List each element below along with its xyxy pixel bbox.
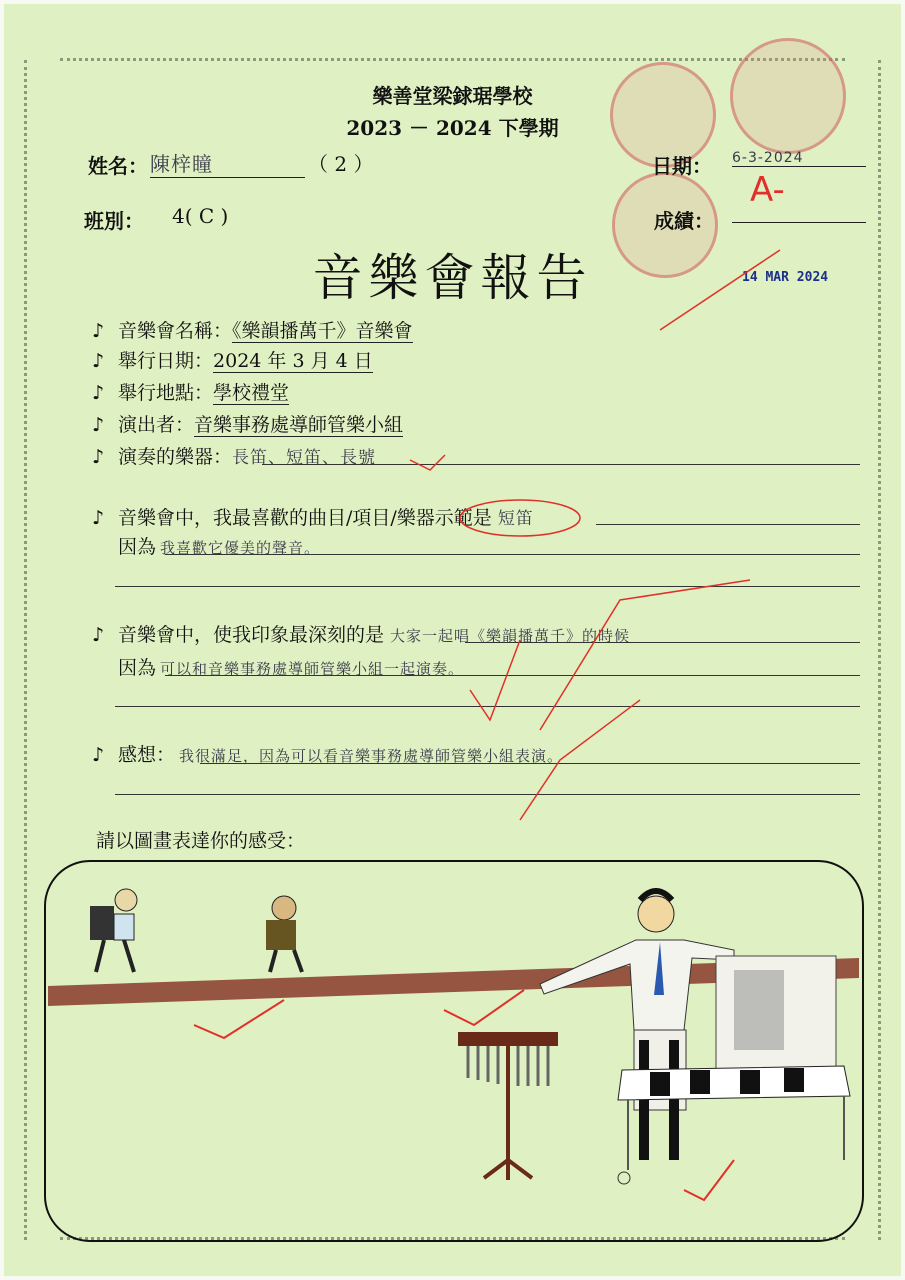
- student-drawing: [44, 860, 862, 1240]
- name-label: 姓名：: [88, 154, 148, 178]
- impression-reason[interactable]: 可以和音樂事務處導師管樂小組一起演奏。: [160, 660, 465, 678]
- date-field[interactable]: 6-3-2024: [732, 150, 866, 167]
- music-note-icon: ♪: [92, 744, 105, 766]
- student-number: （ 2 ）: [308, 152, 374, 176]
- performer-label: 演出者：: [118, 414, 195, 436]
- favourite-reason[interactable]: 我喜歡它優美的聲音。: [160, 539, 321, 557]
- concert-name-label: 音樂會名稱：: [118, 320, 233, 342]
- music-note-icon: ♪: [92, 350, 105, 372]
- report-title: 音樂會報告: [312, 249, 593, 307]
- school-name: 樂善堂梁銶琚學校: [372, 84, 533, 108]
- feeling-label: 感想：: [118, 744, 176, 766]
- class-field[interactable]: 4( C ): [172, 204, 229, 228]
- grade-mark: A-: [750, 170, 785, 210]
- impression-answer[interactable]: 大家一起唱《樂韻播萬千》的時候: [390, 627, 631, 645]
- because-label: 因為: [118, 657, 157, 679]
- received-date-stamp: 14 MAR 2024: [742, 270, 829, 285]
- favourite-prompt: 音樂會中，我最喜歡的曲目/項目/樂器示範是: [118, 507, 492, 529]
- grade-label: 成績：: [654, 209, 714, 233]
- favourite-answer[interactable]: 短笛: [497, 509, 534, 529]
- music-note-icon: ♪: [92, 320, 105, 342]
- xylophone-figure: [618, 1066, 850, 1184]
- music-note-icon: ♪: [92, 624, 105, 646]
- venue-label: 舉行地點：: [118, 382, 214, 404]
- concert-date-label: 舉行日期：: [118, 350, 214, 372]
- instruments-answer[interactable]: 長笛、短笛、長號: [232, 448, 377, 468]
- concert-name-value: 《樂韻播萬千》音樂會: [232, 320, 413, 342]
- music-note-icon: ♪: [92, 382, 105, 404]
- concert-date-value: 2024 年 3 月 4 日: [213, 350, 373, 372]
- feeling-answer[interactable]: 我很滿足，因為可以看音樂事務處導師管樂小組表演。: [179, 747, 564, 765]
- performer-value: 音樂事務處導師管樂小組: [194, 414, 404, 436]
- music-note-icon: ♪: [92, 446, 105, 468]
- because-label: 因為: [118, 536, 157, 558]
- seated-musician-figure: [90, 889, 137, 972]
- chime-stand-figure: [458, 1032, 558, 1180]
- school-term: 2023 － 2024 下學期: [346, 116, 559, 140]
- music-note-icon: ♪: [92, 507, 105, 529]
- name-field[interactable]: 陳梓瞳: [150, 148, 305, 178]
- seated-musician-figure: [266, 896, 302, 972]
- music-note-icon: ♪: [92, 414, 105, 436]
- drawing-prompt: 請以圖畫表達你的感受：: [96, 830, 306, 852]
- class-label: 班別：: [84, 209, 144, 233]
- conductor-figure: [540, 891, 734, 1160]
- instruments-label: 演奏的樂器：: [118, 446, 233, 468]
- venue-value: 學校禮堂: [213, 382, 290, 404]
- date-label: 日期：: [652, 154, 712, 178]
- impression-prompt: 音樂會中，使我印象最深刻的是: [118, 624, 385, 646]
